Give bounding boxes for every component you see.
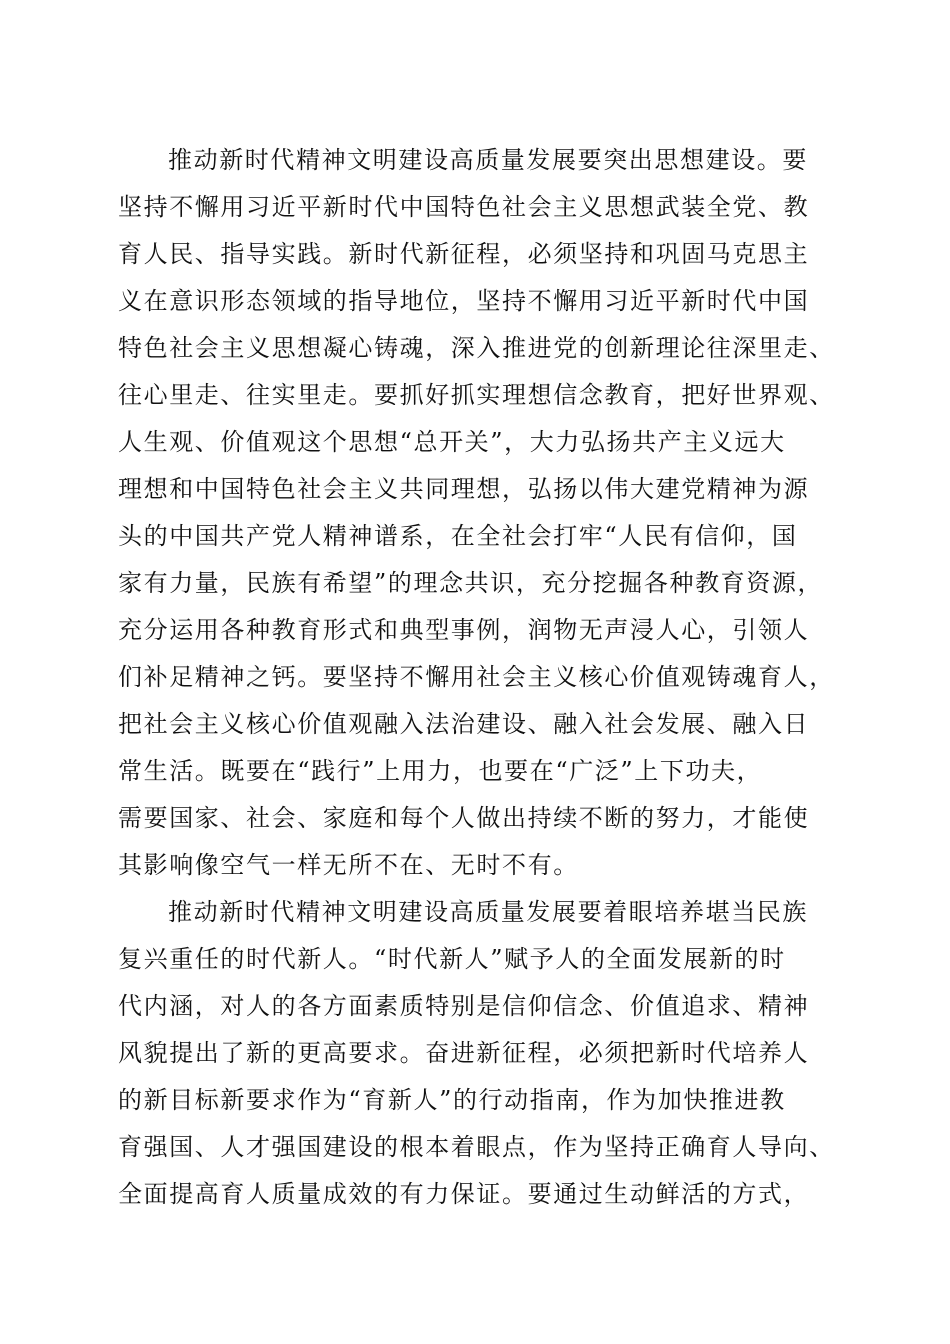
text-line: 们补足精神之钙。要坚持不懈用社会主义核心价值观铸魂育人， xyxy=(118,663,835,691)
text-line: 把社会主义核心价值观融入法治建设、融入社会发展、融入日 xyxy=(118,710,810,738)
text-line: 特色社会主义思想凝心铸魂，深入推进党的创新理论往深里走、 xyxy=(118,334,835,362)
text-line: 常生活。既要在“践行”上用力，也要在“广泛”上下功夫， xyxy=(118,757,763,785)
text-line: 充分运用各种教育形式和典型事例，润物无声浸人心，引领人 xyxy=(118,616,810,644)
text-line: 推动新时代精神文明建设高质量发展要着眼培养堪当民族 xyxy=(168,898,808,926)
text-line: 头的中国共产党人精神谱系，在全社会打牢“人民有信仰，国 xyxy=(118,522,798,550)
text-line: 的新目标新要求作为“育新人”的行动指南，作为加快推进教 xyxy=(118,1086,786,1114)
text-line: 推动新时代精神文明建设高质量发展要突出思想建设。要 xyxy=(168,146,808,174)
text-line: 风貌提出了新的更高要求。奋进新征程，必须把新时代培养人 xyxy=(118,1039,810,1067)
text-line: 其影响像空气一样无所不在、无时不有。 xyxy=(118,851,579,879)
text-line: 育强国、人才强国建设的根本着眼点，作为坚持正确育人导向、 xyxy=(118,1133,835,1161)
text-line: 理想和中国特色社会主义共同理想，弘扬以伟大建党精神为源 xyxy=(118,475,810,503)
text-line: 家有力量，民族有希望”的理念共识，充分挖掘各种教育资源， xyxy=(118,569,824,597)
text-line: 全面提高育人质量成效的有力保证。要通过生动鲜活的方式， xyxy=(118,1180,810,1208)
text-line: 义在意识形态领域的指导地位，坚持不懈用习近平新时代中国 xyxy=(118,287,810,315)
text-line: 需要国家、社会、家庭和每个人做出持续不断的努力，才能使 xyxy=(118,804,810,832)
text-line: 育人民、指导实践。新时代新征程，必须坚持和巩固马克思主 xyxy=(118,240,810,268)
text-line: 往心里走、往实里走。要抓好抓实理想信念教育，把好世界观、 xyxy=(118,381,835,409)
text-line: 复兴重任的时代新人。“时代新人”赋予人的全面发展新的时 xyxy=(118,945,786,973)
text-line: 坚持不懈用习近平新时代中国特色社会主义思想武装全党、教 xyxy=(118,193,810,221)
text-line: 人生观、价值观这个思想“总开关”，大力弘扬共产主义远大 xyxy=(118,428,786,456)
text-line: 代内涵，对人的各方面素质特别是信仰信念、价值追求、精神 xyxy=(118,992,810,1020)
